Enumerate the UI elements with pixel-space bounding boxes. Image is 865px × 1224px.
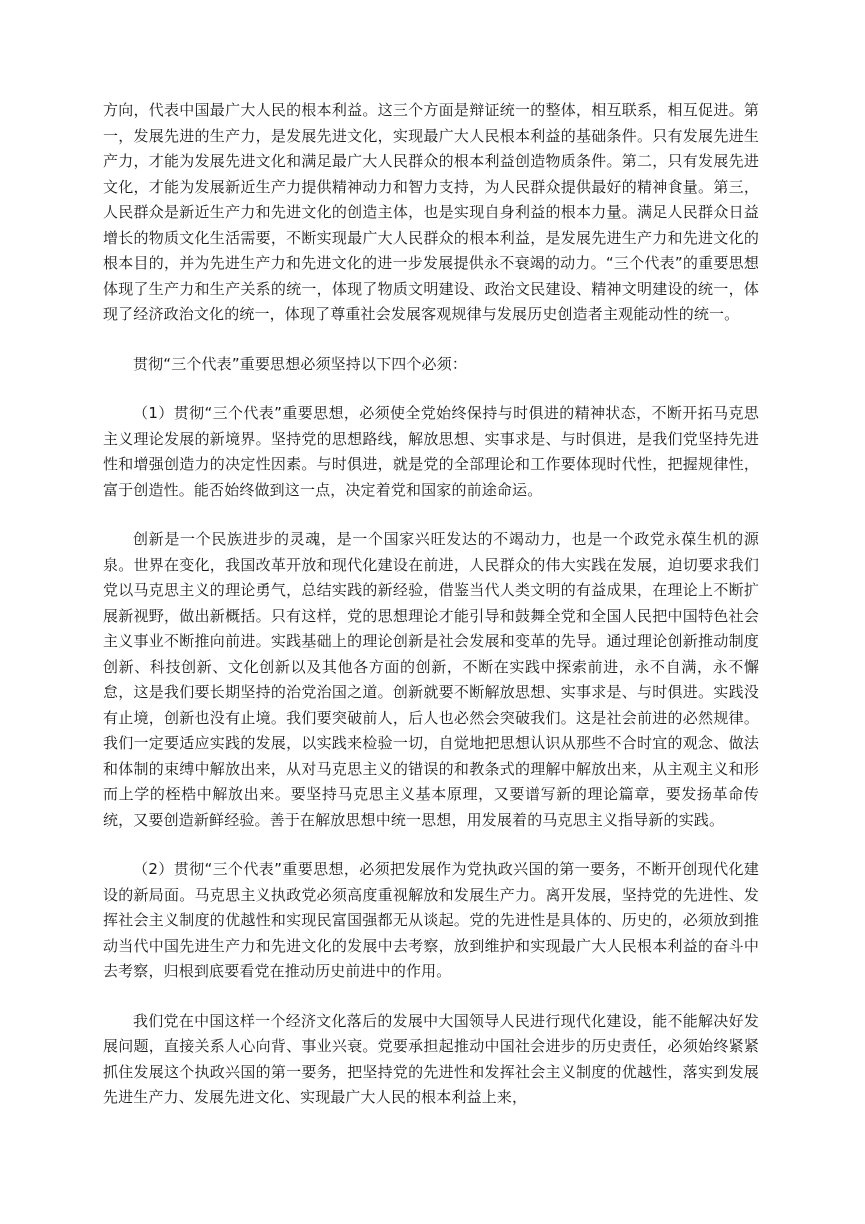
paragraph-6: 我们党在中国这样一个经济文化落后的发展中大国领导人民进行现代化建设，能不能解决好发展问题，直接关系人心向背、事业兴衰。党要承担起推动中国社会进步的历史责任，必须始终紧紧抓住发展这个执政兴国的第一要务，把坚持党的先进性和发挥社会主义制度的优越性，落实到发展先进生产力、发展先进文化、实现最广大人民的根本利益上来， [103,1011,759,1106]
paragraph-3: （1）贯彻“三个代表”重要思想，必须使全党始终保持与时俱进的精神状态，不断开拓马克思主义理论发展的新境界。坚持党的思想路线，解放思想、实事求是、与时俱进，是我们党坚持先进性和增强创造力的决定性因素。与时俱进，就是党的全部理论和工作要体现时代性，把握规律性，富于创造性。能否始终做到这一点，决定着党和国家的前途命运。 [103,404,759,499]
paragraph-1: 方向，代表中国最广大人民的根本利益。这三个方面是辩证统一的整体，相互联系，相互促进。第一，发展先进的生产力，是发展先进文化，实现最广大人民根本利益的基础条件。只有发展先进生产力，才能为发展先进文化和满足最广大人民群众的根本利益创造物质条件。第二，只有发展先进文化，才能为发展新近生产力提供精神动力和智力支持，为人民群众提供最好的精神食量。第三，人民群众是新近生产力和先进文化的创造主体，也是实现自身利益的根本力量。满足人民群众日益增长的物质文化生活需要，不断实现最广大人民群众的根本利益，是发展先进生产力和先进文化的根本目的，并为先进生产力和先进文化的进一步发展提供永不衰竭的动力。“三个代表”的重要思想体现了生产力和生产关系的统一，体现了物质文明建设、政治文民建设、精神文明建设的统一，体现了经济政治文化的统一，体现了尊重社会发展客观规律与发展历史创造者主观能动性的统一。 [103,101,759,323]
paragraph-5: （2）贯彻“三个代表”重要思想，必须把发展作为党执政兴国的第一要务，不断开创现代化建设的新局面。马克思主义执政党必须高度重视解放和发展生产力。离开发展，坚持党的先进性、发挥社会主义制度的优越性和实现民富国强都无从谈起。党的先进性是具体的、历史的，必须放到推动当代中国先进生产力和先进文化的发展中去考察，放到维护和实现最广大人民根本利益的奋斗中去考察，归根到底要看党在推动历史前进中的作用。 [103,860,759,980]
document-body [103,98,759,1135]
paragraph-4: 创新是一个民族进步的灵魂，是一个国家兴旺发达的不竭动力，也是一个政党永葆生机的源泉。世界在变化，我国改革开放和现代化建设在前进，人民群众的伟大实践在发展，迫切要求我们党以马克思主义的理论勇气，总结实践的新经验，借鉴当代人类文明的有益成果，在理论上不断扩展新视野，做出新概括。只有这样，党的思想理论才能引导和鼓舞全党和全国人民把中国特色社会主义事业不断推向前进。实践基础上的理论创新是社会发展和变革的先导。通过理论创新推动制度创新、科技创新、文化创新以及其他各方面的创新，不断在实践中探索前进，永不自满，永不懈怠，这是我们要长期坚持的治党治国之道。创新就要不断解放思想、实事求是、与时俱进。实践没有止境，创新也没有止境。我们要突破前人，后人也必然会突破我们。这是社会前进的必然规律。我们一定要适应实践的发展，以实践来检验一切，自觉地把思想认识从那些不合时宜的观念、做法和体制的束缚中解放出来，从对马克思主义的错误的和教条式的理解中解放出来，从主观主义和形而上学的桎梏中解放出来。要坚持马克思主义基本原理，又要谱写新的理论篇章，要发扬革命传统，又要创造新鲜经验。善于在解放思想中统一思想，用发展着的马克思主义指导新的实践。 [103,530,759,829]
paragraph-2: 贯彻“三个代表”重要思想必须坚持以下四个必须： [133,354,467,373]
